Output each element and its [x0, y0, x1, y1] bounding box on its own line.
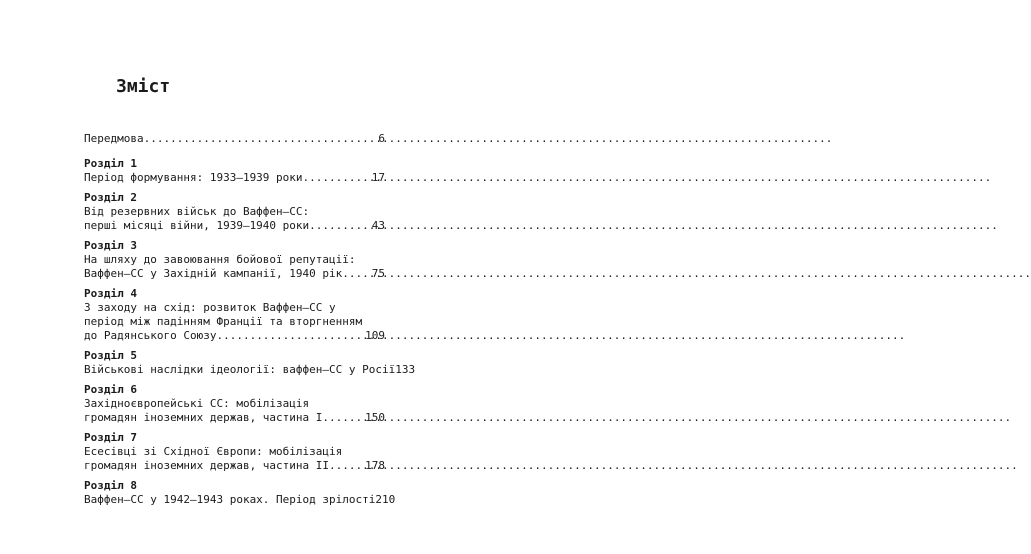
toc-page-number: 210: [375, 493, 396, 506]
toc-entry-text: Військові наслідки ідеології: ваффен–СС у Росії: [84, 363, 396, 376]
toc-page-number: 150: [365, 411, 385, 424]
toc-entry-text: до Радянського Союзу: [84, 329, 217, 342]
leader-dots: [342, 267, 371, 281]
toc-entry: [84, 171, 385, 185]
toc-entry: [84, 267, 385, 281]
toc-entry: [84, 411, 385, 425]
toc-entry-text: Від резервних військ до Ваффен–СС:: [84, 205, 310, 218]
leader-dots: [144, 132, 379, 146]
section-label: Розділ 7: [84, 431, 137, 444]
toc-entry-text: Ваффен–СС у 1942–1943 роках. Період зрілості: [84, 493, 376, 506]
toc-section-4: [84, 287, 385, 343]
leader-dots: [216, 329, 365, 343]
section-label: Розділ 2: [84, 191, 137, 204]
toc-page-number: 133: [395, 363, 416, 376]
toc-entry-text: Передмова: [84, 132, 144, 145]
toc-entry-text: Ваффен–СС у Західній кампанії, 1940 рік: [84, 267, 343, 280]
leader-dots: [303, 171, 372, 185]
toc-entry-text: Есесівці зі Східної Європи: мобілізація: [84, 445, 343, 458]
section-label: Розділ 4: [84, 287, 137, 300]
toc-section-3: [84, 239, 385, 281]
toc-section-8: [84, 479, 396, 507]
toc-page-number: 75: [371, 267, 385, 280]
toc-entry: [84, 219, 385, 233]
toc-section-5: [84, 349, 416, 377]
toc-section-6: [84, 383, 385, 425]
toc-entry: [84, 329, 385, 343]
toc-page-number: 17: [371, 171, 385, 184]
toc-entry: [84, 459, 385, 473]
section-label: Розділ 6: [84, 383, 137, 396]
leader-dots: [329, 459, 365, 473]
toc-entry-text: громадян іноземних держав, частина II: [84, 459, 330, 472]
toc-entry-text: Західноєвропейські СС: мобілізація: [84, 397, 310, 410]
toc-entry-text: перші місяці війни, 1939–1940 роки: [84, 219, 310, 232]
toc-page-number: 178: [365, 459, 385, 472]
section-label: Розділ 8: [84, 479, 137, 492]
toc-entry-text: Період формування: 1933–1939 роки: [84, 171, 303, 184]
page-title: Зміст: [116, 76, 171, 97]
toc-section-2: [84, 191, 385, 233]
toc-entry-preface: [84, 132, 385, 146]
toc-section-1: [84, 157, 385, 185]
table-of-contents: [84, 132, 416, 513]
toc-entry: [84, 363, 416, 377]
leader-dots: [322, 411, 365, 425]
toc-entry-text: З заходу на схід: розвиток Ваффен–СС у: [84, 301, 336, 314]
toc-entry: [84, 493, 396, 507]
toc-entry-text: період між падінням Франції та вторгненням: [84, 315, 363, 328]
toc-entry-text: На шляху до завоювання бойової репутації:: [84, 253, 356, 266]
toc-entry-text: громадян іноземних держав, частина I: [84, 411, 323, 424]
section-label: Розділ 1: [84, 157, 137, 170]
toc-page-number: 109: [365, 329, 385, 342]
toc-page-number: 43: [371, 219, 385, 232]
toc-section-7: [84, 431, 385, 473]
leader-dots: [309, 219, 372, 233]
section-label: Розділ 3: [84, 239, 137, 252]
section-label: Розділ 5: [84, 349, 137, 362]
toc-page-number: 6: [378, 132, 385, 145]
